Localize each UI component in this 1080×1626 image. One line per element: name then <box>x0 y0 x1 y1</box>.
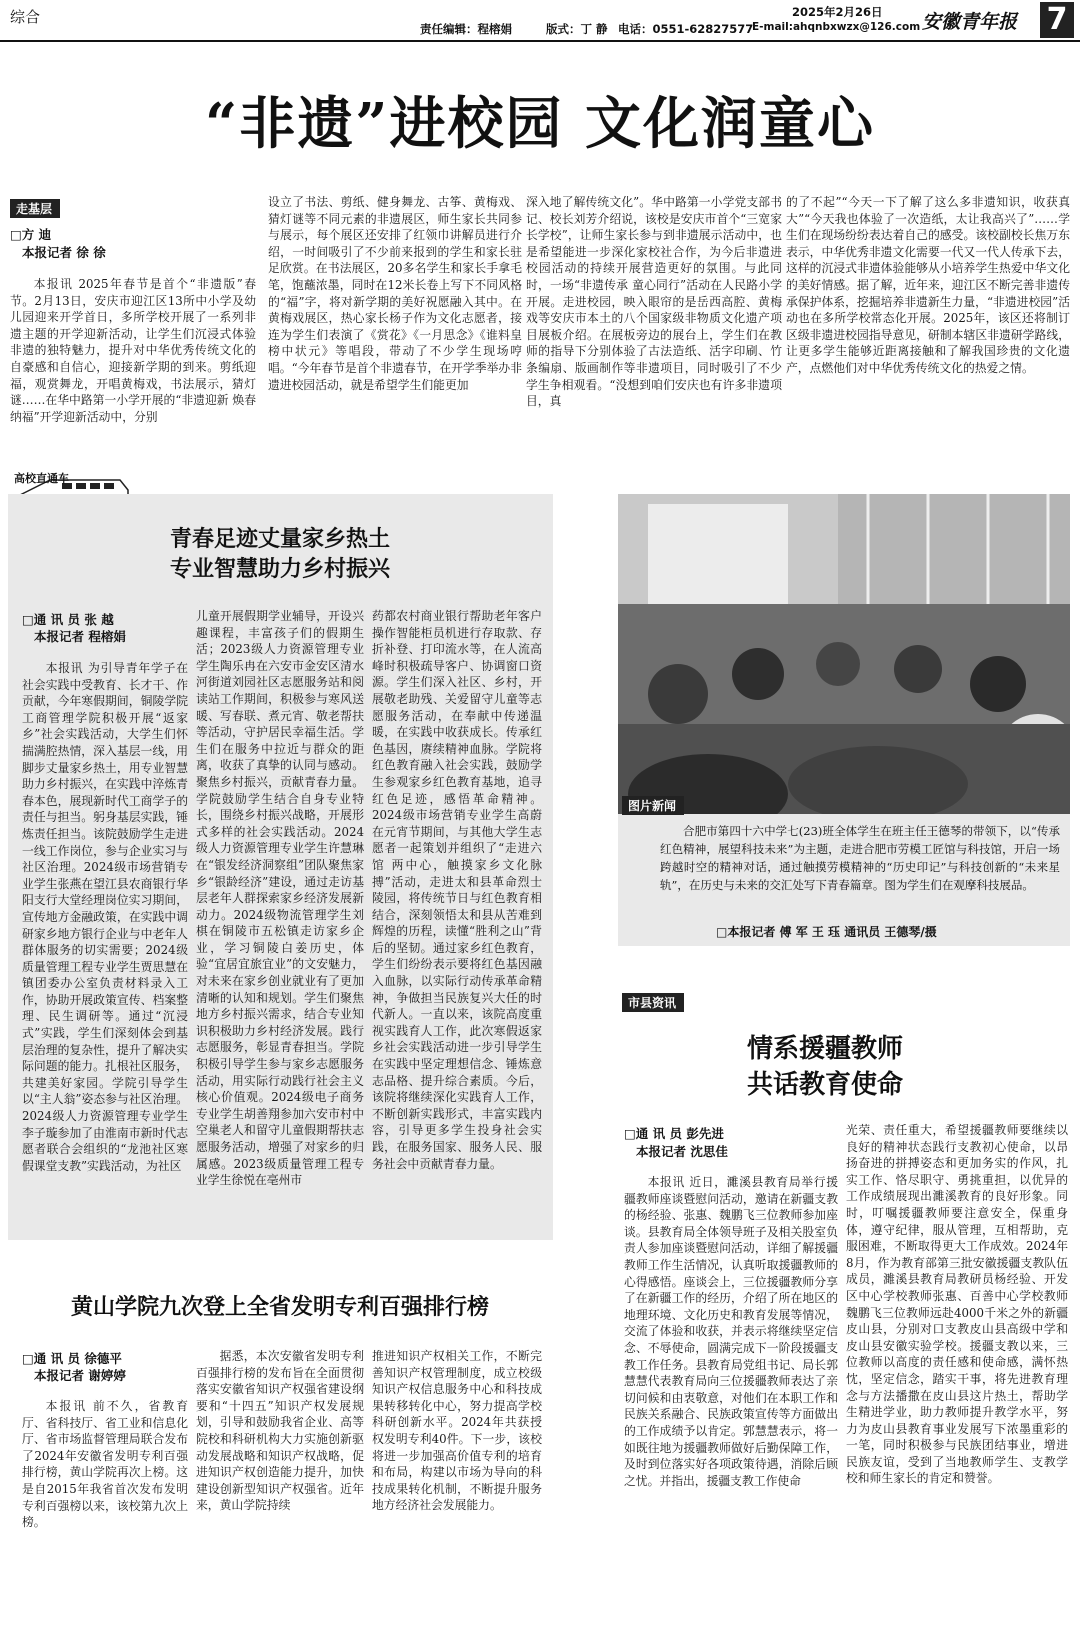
photo-caption: 合肥市第四十六中学七(23)班全体学生在班主任王德琴的带领下，以“传承红色精神，展望科技未来”为主题，走进合肥市劳模工匠馆与科技馆，开启一场跨越时空的精神对话，通过触摸劳模精神的“历史印记”与科技创新的“未来星轨”，在历史与未来的交汇处写下青春篇章。图为学生们在观摩科技展品。 <box>660 824 1060 892</box>
rail-headline-2: 专业智慧助力乡村振兴 <box>169 556 390 582</box>
layout-credit: 版式：丁 静 <box>546 22 608 36</box>
patent-byline-1: □通 讯 员 徐德平 <box>22 1351 122 1366</box>
xinjiang-byline-2: 本报记者 沈思佳 <box>636 1144 728 1159</box>
exhibition-photo-icon <box>618 494 1070 814</box>
lead-byline-1: □方 迪 <box>10 227 52 242</box>
rail-text-3: 药都农村商业银行帮助老年客户操作智能柜员机进行存取款、存折补登、打印流水等，在人流高峰时积极疏导客户、协调窗口资源。学生们深入社区、乡村，开展敬老助残、关爱留守儿童等志愿服务活动，在奉献中传递温暖，在实践中收获成长。传承红色基因，赓续精神血脉。学院将红色教育融入社会实践，鼓励学生参观家乡红色教育基地，追寻红色足迹，感悟革命精神。2024级市场营销专业学生高蔚在元宵节期间，与其他大学生志愿者一起策划并组织了“走进六馆 两中心，触摸家乡文化脉搏”活动，走进太和县革命烈士陵园，将传统节日与红色教育相结合，深刻领悟太和县从苦难到辉煌的历程，读懂“胜利之山”背后的坚韧。通过家乡红色教育，学生们纷纷表示要将红色基因融入血脉，以实际行动传承革命精神，争做担当民族复兴大任的时代新人。一直以来，该院高度重视实践育人工作，此次寒假返家乡社会实践活动进一步引导学生在实践中坚定理想信念、锤炼意志品格、提升综合素质。今后，该院将继续深化实践育人工作，不断创新实践形式，丰富实践内容，引导更多学生投身社会实践，在服务国家、服务人民、服务社会中贡献青春力量。 <box>372 609 542 1171</box>
xinjiang-text-2: 光荣、责任重大，希望援疆教师要继续以良好的精神状态践行支教初心使命，以昂扬奋进的拼搏姿态和更加务实的作风，扎实工作、恪尽职守、勇挑重担，以优异的工作成绩展现出濉溪教育的良好形象。同时，叮嘱援疆教师要注意安全，保重身体，遵守纪律，服从管理，互相帮助，克服困难，不断取得更大工作成效。2024年8月，作为教育部第三批安徽援疆支教队伍成员，濉溪县教育局教研员杨经验、开发区中心学校教师张惠、百善中心学校教师魏鹏飞三位教师远赴4000千米之外的新疆皮山县，分别对口支教皮山县高级中学和皮山县安徽实验学校。援疆支教以来，三位教师以高度的责任感和使命感，满怀热忱，坚定信念，踏实干事，将先进教育理念与方法播撒在皮山县这片热土，帮助学生精进学业，助力教师提升教学水平，努力为皮山县教育事业发展写下浓墨重彩的一笔，同时积极参与民族团结事业，增进民族友谊，受到了当地教师学生、支教学校和师生家长的肯定和赞誉。 <box>846 1123 1068 1486</box>
lead-column-tag: 走基层 <box>10 199 60 218</box>
news-photo <box>618 494 1070 814</box>
photo-column-tag: 图片新闻 <box>622 796 684 815</box>
xinjiang-byline-1: □通 讯 员 彭先进 <box>624 1126 724 1141</box>
lead-headline: “非遗”进校园 文化润童心 <box>205 91 875 157</box>
lead-text-3: 深入地了解传统文化”。华中路第一小学党支部书记、校长刘芳介绍说，该校是安庆市首个“三宽家长学校”，让师生家长参与到非遗展示活动中，也是希望能进一步深化家校社合作，为今后非遗进校园活动的持续开展营造更好的氛围。与此同时，一场“非遗传承 童心同行”活动在人民路小学开展。走进校园，映入眼帘的是岳西高腔、黄梅戏等安庆市本土的八个国家级非物质文化遗产项目展板介绍。在展板旁边的展台上，学生们在教师的指导下分别体验了古法造纸、活字印刷、竹条编扇、版画制作等非遗项目，同时吸引了不少学生争相观看。“没想到咱们安庆也有许多非遗项目，真 <box>526 195 782 409</box>
xinjiang-col-1 <box>624 1174 838 1618</box>
page-number <box>1040 2 1074 38</box>
xinjiang-headline-2: 共话教育使命 <box>746 1070 903 1100</box>
page-number-digit: 7 <box>1046 2 1068 37</box>
rail-text-1: 本报讯 为引导青年学子在社会实践中受教育、长才干、作贡献，今年寒假期间，铜陵学院工商管理学院积极开展“返家乡”社会实践活动，大学生们怀揣满腔热情，深入基层一线，用脚步丈量家乡热土，用专业智慧助力乡村振兴，在实践中淬炼青春本色，展现新时代工商学子的责任与担当。躬身基层实践，锤炼责任担当。该院鼓励学生走进一线工作岗位，参与企业实习与社区治理。2024级市场营销专业学生张燕在望江县农商银行华阳支行大堂经理岗位实习期间，宣传地方金融政策，在实践中调研家乡地方银行企业与中老年人群体服务的切实需要；2024级质量管理工程专业学生贾思慧在镇团委办公室负责材料录入工作，协助开展政策宣传、档案整理、民生调研等。通过“沉浸式”实践，学生们深刻体会到基层治理的复杂性，提升了解决实际问题的能力。扎根社区服务，共建美好家园。学院引导学生以“主人翁”姿态参与社区治理。2024级人力资源管理专业学生李子璇参加了由淮南市新时代志愿者联合会组织的“龙池社区寒假课堂支教”实践活动，为社区 <box>22 661 188 1173</box>
patent-text-3: 推进知识产权相关工作，不断完善知识产权管理制度，成立校级知识产权信息服务中心和科技成果转移转化中心，努力提高学校科研创新水平。2024年共获授权发明专利40件。下一步，该校将进一步加强高价值专利的培育和布局，构建以市场为导向的科技成果转化机制，不断提升服务地方经济社会发展能力。 <box>372 1349 542 1513</box>
patent-text-1: 本报讯 前不久，省教育厅、省科技厅、省工业和信息化厅、省市场监督管理局联合发布了2024年安徽省发明专利百强排行榜，黄山学院再次上榜。这是自2015年我省首次发布发明专利百强榜以来，该校第九次上榜。 <box>22 1399 188 1530</box>
patent-col-1 <box>22 1398 188 1608</box>
lead-byline-2: 本报记者 徐 徐 <box>22 245 106 260</box>
rail-col-1 <box>22 660 188 1232</box>
lead-col-1 <box>10 276 256 438</box>
contact-phone: 电话：0551-62827577 <box>618 22 754 36</box>
lead-text-4: 的了不起”“今天一下了解了这么多非遗知识，收获真大”“今天我也体验了一次造纸，太让我高兴了”……学生们在现场纷纷表达着自己的感受。该校副校长焦万东表示，中华优秀非遗文化需要一代又一代人传承下去，这样的沉浸式非遗体验能够从小培养学生热爱中华文化的美好情感。据了解，近年来，迎江区不断完善非遗传承保护体系，挖掘培养非遗新生力量，“非遗进校园”活动也在多所学校常态化开展。2025年，该区还将制订区级非遗进校园指导意见，研制本辖区非遗研学路线，让更多学生能够近距离接触和了解我国珍贵的文化遗产，点燃他们对中华优秀传统文化的热爱之情。 <box>786 195 1070 375</box>
rail-byline-2: 本报记者 程榕娟 <box>34 629 126 644</box>
xinjiang-headline-1: 情系援疆教师 <box>746 1034 903 1064</box>
header-rule <box>0 40 1080 42</box>
rail-byline-1: □通 讯 员 张 越 <box>22 612 114 627</box>
lead-col-3 <box>526 194 782 438</box>
xinjiang-col-2 <box>846 1122 1068 1618</box>
rail-text-2: 儿童开展假期学业辅导，开设兴趣课程，丰富孩子们的假期生活；2023级人力资源管理专业学生陶乐冉在六安市金安区清水河街道刘园社区志愿服务站和阅读站工作期间，积极参与寒风送暖、写春联、煮元宵、敬老帮扶等活动，守护居民幸福生活。学生们在服务中拉近与群众的距离，收获了真挚的认同与感动。聚焦乡村振兴，贡献青春力量。学院鼓励学生结合自身专业特长，围绕乡村振兴战略，开展形式多样的社会实践活动。2024级人力资源管理专业学生许慧琳在“银发经济洞察组”团队聚焦家乡“银龄经济”建设，通过走访基层老年人群探索家乡经济发展新动力。2024级物流管理学生刘棋在铜陵市五松镇走访家乡企业，学习铜陵白姜历史，体验“宜居宜旅宜业”的文安魅力，对未来在家乡创业就业有了更加清晰的认知和规划。学生们聚焦地方乡村振兴需求，结合专业知识积极助力乡村经济发展。践行志愿服务，彰显青春担当。学院积极引导学生参与家乡志愿服务活动，用实际行动践行社会主义核心价值观。2024级电子商务专业学生胡善翔参加六安市村中空巢老人和留守儿童假期帮扶志愿服务活动，增强了对家乡的归属感。2023级质量管理工程专业学生徐悦在亳州市 <box>196 609 364 1188</box>
photo-credit: □本报记者 傅 军 王 珏 通讯员 王德琴/摄 <box>716 925 937 939</box>
county-news-tag: 市县资讯 <box>622 993 684 1012</box>
contact-email: E-mail:ahqnbxwzx@126.com <box>752 21 921 33</box>
section-label: 综合 <box>10 8 41 26</box>
lead-text-1: 本报讯 2025年春节是首个“非遗版”春节。2月13日，安庆市迎江区13所中小学及幼儿园迎来开学首日，多所学校开展了一系列非遗主题的开学迎新活动，让学生们沉浸式体验非遗的独特魅力，提升对中华优秀传统文化的自豪感和自信心，迎接新学期的到来。剪纸迎福，观赏舞龙，开唱黄梅戏，书法展示，猜灯谜……在华中路第一小学开展的“非遗迎新 焕春纳福”开学迎新活动中，分别 <box>10 277 256 424</box>
lead-text-2: 设立了书法、剪纸、健身舞龙、古筝、黄梅戏、猜灯谜等不同元素的非遗展区，师生家长共同参与展示，每个展区还安排了红领巾讲解员进行介绍，一时间吸引了不少前来报到的学生和家长驻足欣赏。在书法展区，20多名学生和家长手拿毛笔，饱蘸浓墨，同时在12米长卷上写下不同风格的“福”字，将对新学期的美好祝愿融入其中。在黄梅戏展区，热心家长杨子作为文化志愿者，接连为学生们表演了《赏花》《一月思念》《谁料皇榜中状元》等唱段，带动了不少学生现场哼唱。“今年春节是首个非遗春节，在开学季举办非遗进校园活动，就是希望学生们能更加 <box>268 195 522 392</box>
patent-col-2 <box>196 1348 364 1610</box>
patent-headline: 黄山学院九次登上全省发明专利百强排行榜 <box>70 1294 489 1320</box>
lead-col-2 <box>268 194 522 438</box>
rail-headline-1: 青春足迹丈量家乡热土 <box>169 526 390 552</box>
page-header <box>0 0 1080 40</box>
issue-date: 2025年2月26日 <box>792 5 883 19</box>
editor-credit: 责任编辑：程榕娟 <box>420 22 512 36</box>
rail-col-2 <box>196 608 364 1232</box>
patent-byline-2: 本报记者 谢婷婷 <box>34 1368 126 1383</box>
lead-col-4 <box>786 194 1070 438</box>
xinjiang-text-1: 本报讯 近日，濉溪县教育局举行援疆教师座谈暨慰问活动，邀请在新疆支教的杨经验、张惠、魏鹏飞三位教师参加座谈。县教育局全体领导班子及相关股室负责人参加座谈暨慰问活动，详细了解援疆教师工作生活情况，认真听取援疆教师的心得感悟。座谈会上，三位援疆教师分享了在新疆工作的经历，介绍了所在地区的地理环境、文化历史和教育发展等情况，交流了体验和收获，并表示将继续坚定信念、不辱使命，圆满完成下一阶段援疆支教工作任务。县教育局党组书记、局长郭慧慧代表教育局向三位援疆教师表达了亲切问候和由衷敬意，对他们在本职工作和民族关系融合、民族政策宣传等方面做出的工作成绩予以肯定。郭慧慧表示，将一如既往地为援疆教师做好后勤保障工作，及时到位落实好各项政策待遇，消除后顾之忧。并指出，援疆支教工作使命 <box>624 1175 838 1488</box>
paper-logo: 安徽青年报 <box>922 11 1018 33</box>
rail-column-tag: 高校直通车 <box>14 472 69 485</box>
patent-col-3 <box>372 1348 542 1610</box>
rail-col-3 <box>372 608 542 1232</box>
patent-text-2: 据悉，本次安徽省发明专利百强排行榜的发布旨在全面贯彻落实安徽省知识产权强省建设纲要和“十四五”知识产权发展规划，引导和鼓励我省企业、高等院校和科研机构大力实施创新驱动发展战略和知识产权战略，促进知识产权创造能力提升，加快建设创新型知识产权强省。近年来，黄山学院持续 <box>196 1349 364 1513</box>
